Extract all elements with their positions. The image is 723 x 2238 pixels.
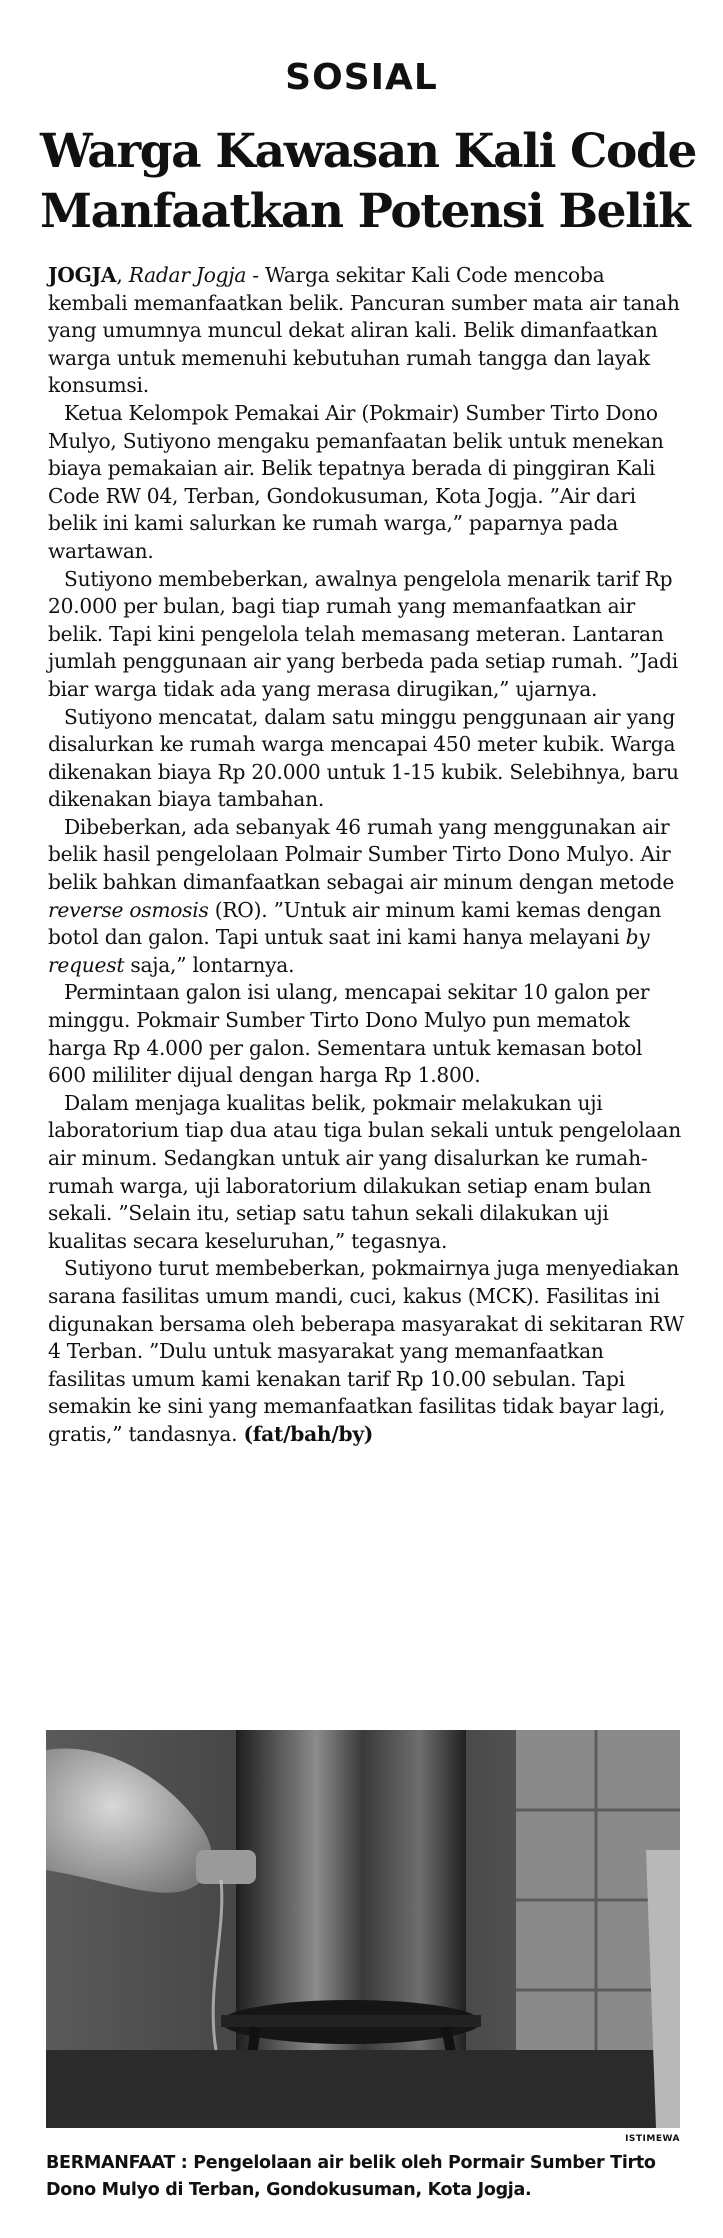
dateline-city: JOGJA — [48, 263, 117, 287]
article-body — [48, 262, 686, 1449]
caption-text: : Pengelolaan air belik oleh Pormair Sumber Tirto Dono Mulyo di Terban, Gondokusuman, Kota Jogja. — [46, 2153, 656, 2200]
photo-caption — [46, 2150, 686, 2204]
paragraph-8: Sutiyono turut membeberkan, pokmairnya juga menyediakan sarana fasilitas umum mandi, cuci, kakus (MCK). Fasilitas ini digunakan bersama oleh beberapa masyarakat di sekitaran RW 4 Terban. ”Dulu untuk masyarakat yang memanfaatkan fasilitas umum kami kenakan tarif Rp 10.00 sebulan. Tapi semakin ke sini yang memanfaatkan fasilitas tidak bayar lagi, gratis,” tandasnya. (fat/bah/by) — [48, 1256, 684, 1446]
paragraph-2: Ketua Kelompok Pemakai Air (Pokmair) Sumber Tirto Dono Mulyo, Sutiyono mengaku pemanfaatan belik untuk menekan biaya pemakaian air. Belik tepatnya berada di pinggiran Kali Code RW 04, Terban, Gondokusuman, Kota Jogja. ”Air dari belik ini kami salurkan ke rumah warga,” paparnya pada wartawan. — [48, 400, 664, 563]
headline — [40, 122, 700, 242]
paragraph-1: JOGJA, Radar Jogja - Warga sekitar Kali Code mencoba kembali memanfaatkan belik. Pancuran sumber mata air tanah yang umumnya muncul dekat aliran kali. Belik dimanfaatkan warga untuk memenuhi kebutuhan rumah tangga dan layak konsumsi. — [48, 263, 680, 398]
article-photo — [46, 1730, 680, 2128]
headline-line-1: Warga Kawasan Kali Code — [40, 124, 696, 179]
paragraph-5: Dibeberkan, ada sebanyak 46 rumah yang menggunakan air belik hasil pengelolaan Polmair Sumber Tirto Dono Mulyo. Air belik bahkan dimanfaatkan sebagai air minum dengan metode reverse osmosis (RO). ”Untuk air minum kami kemas dengan botol dan galon. Tapi untuk saat ini kami hanya melayani by request saja,” lontarnya. — [48, 814, 675, 977]
headline-line-2: Manfaatkan Potensi Belik — [40, 184, 690, 239]
photo-illustration — [46, 1730, 680, 2128]
paragraph-1-text: - Warga sekitar Kali Code mencoba kembali memanfaatkan belik. Pancuran sumber mata air tanah yang umumnya muncul dekat aliran kali. Belik dimanfaatkan warga untuk memenuhi kebutuhan rumah tangga dan layak konsumsi. — [48, 263, 680, 398]
italic-term-reverse-osmosis: reverse osmosis — [48, 897, 209, 922]
byline: (fat/bah/by) — [243, 1421, 374, 1446]
caption-label: BERMANFAAT — [46, 2153, 175, 2173]
photo-credit: ISTIMEWA — [625, 2134, 680, 2144]
dateline-source: Radar Jogja — [128, 263, 247, 287]
paragraph-7: Dalam menjaga kualitas belik, pokmair melakukan uji laboratorium tiap dua atau tiga bulan sekali untuk pengelolaan air minum. Sedangkan untuk air yang disalurkan ke rumah-rumah warga, uji laboratorium dilakukan setiap enam bulan sekali. ”Selain itu, setiap satu tahun sekali dilakukan uji kualitas secara keseluruhan,” tegasnya. — [48, 1090, 681, 1253]
italic-term-by-request: by request — [48, 925, 650, 977]
paragraph-3: Sutiyono membeberkan, awalnya pengelola menarik tarif Rp 20.000 per bulan, bagi tiap rumah yang memanfaatkan air belik. Tapi kini pengelola telah memasang meteran. Lantaran jumlah penggunaan air yang berbeda pada setiap rumah. ”Jadi biar warga tidak ada yang merasa dirugikan,” ujarnya. — [48, 566, 678, 701]
section-label: SOSIAL — [285, 57, 438, 98]
paragraph-6: Permintaan galon isi ulang, mencapai sekitar 10 galon per minggu. Pokmair Sumber Tirto Dono Mulyo pun mematok harga Rp 4.000 per galon. Sementara untuk kemasan botol 600 mililiter dijual dengan harga Rp 1.800. — [48, 980, 650, 1088]
paragraph-4: Sutiyono mencatat, dalam satu minggu penggunaan air yang disalurkan ke rumah warga mencapai 450 meter kubik. Warga dikenakan biaya Rp 20.000 untuk 1-15 kubik. Selebihnya, baru dikenakan biaya tambahan. — [48, 704, 679, 812]
